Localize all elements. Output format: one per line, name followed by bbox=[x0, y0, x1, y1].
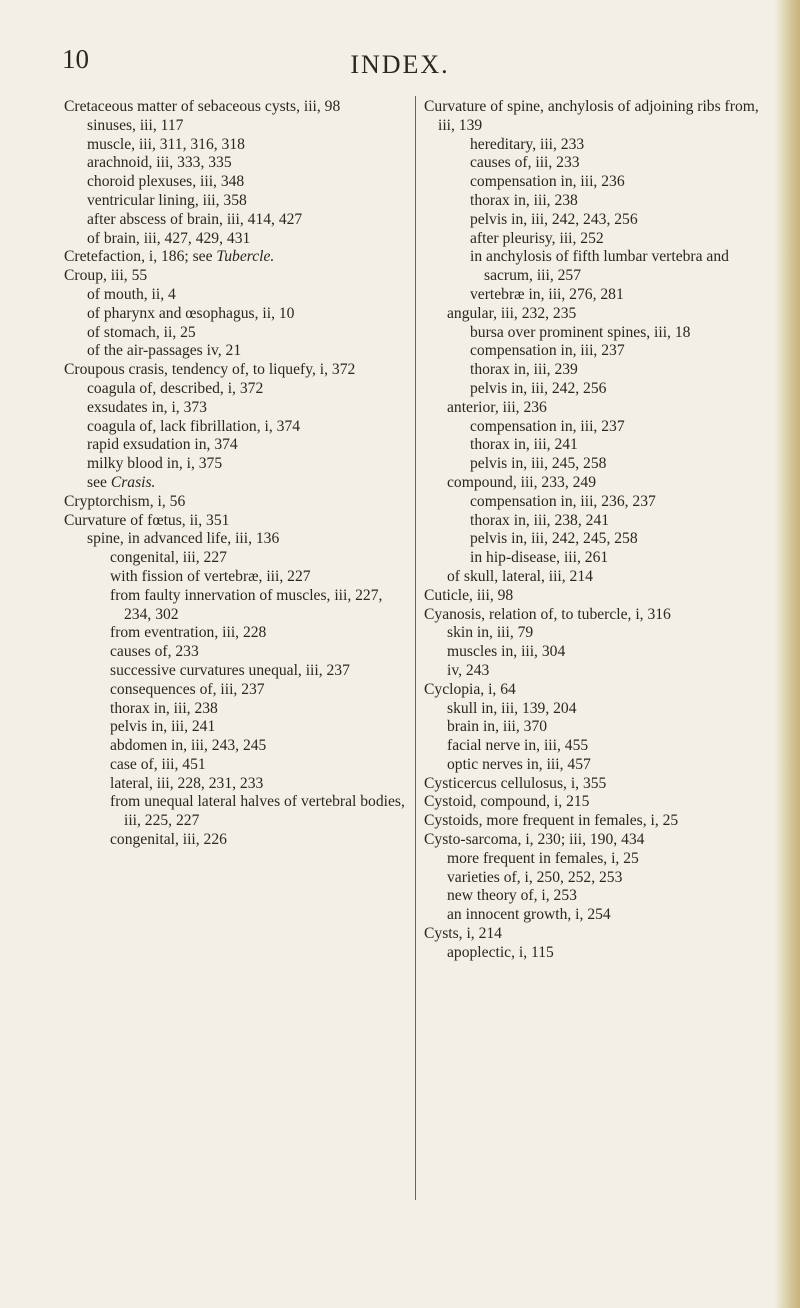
index-entry bbox=[64, 211, 406, 230]
entry-text: pelvis in, iii, 241 bbox=[110, 718, 216, 736]
page-edge-shadow bbox=[774, 0, 800, 1308]
entry-text: pelvis in, iii, 242, 243, 256 bbox=[470, 210, 638, 228]
entry-text: thorax in, iii, 238 bbox=[110, 699, 218, 717]
index-entry bbox=[424, 850, 764, 869]
index-entry bbox=[424, 192, 764, 211]
entry-text: optic nerves in, iii, 457 bbox=[447, 755, 591, 773]
entry-text: Cystoids, more frequent in females, i, 25 bbox=[424, 812, 679, 830]
index-entry bbox=[64, 361, 406, 380]
entry-text: bursa over prominent spines, iii, 18 bbox=[470, 323, 691, 341]
entry-text: case of, iii, 451 bbox=[110, 755, 206, 773]
entry-text: iv, 243 bbox=[447, 661, 490, 679]
entry-cross-reference: Crasis. bbox=[110, 473, 156, 491]
index-entry bbox=[64, 136, 406, 155]
index-entry bbox=[64, 718, 406, 737]
index-entry bbox=[64, 436, 406, 455]
index-entry bbox=[424, 869, 764, 888]
entry-text: congenital, iii, 227 bbox=[110, 549, 227, 567]
entry-text: anterior, iii, 236 bbox=[447, 398, 547, 416]
entry-text: coagula of, lack fibrillation, i, 374 bbox=[87, 417, 301, 435]
entry-text: compensation in, iii, 237 bbox=[470, 342, 625, 360]
entry-text: causes of, iii, 233 bbox=[470, 154, 580, 172]
page-header bbox=[0, 44, 800, 84]
entry-text: with fission of vertebræ, iii, 227 bbox=[110, 567, 311, 585]
entry-text: varieties of, i, 250, 252, 253 bbox=[447, 868, 623, 886]
entry-text: skin in, iii, 79 bbox=[447, 624, 534, 642]
entry-text: thorax in, iii, 238 bbox=[470, 191, 578, 209]
index-entry bbox=[64, 399, 406, 418]
index-entry bbox=[424, 944, 764, 963]
entry-cross-reference: Tubercle. bbox=[216, 248, 275, 266]
entry-text: from unequal lateral halves of vertebral bodies, iii, 225, 227 bbox=[110, 793, 405, 830]
entry-text: abdomen in, iii, 243, 245 bbox=[110, 737, 267, 755]
index-entry bbox=[64, 474, 406, 493]
entry-text: consequences of, iii, 237 bbox=[110, 680, 265, 698]
entry-text: Cyclopia, i, 64 bbox=[424, 680, 516, 698]
index-entry bbox=[424, 812, 764, 831]
index-entry bbox=[424, 887, 764, 906]
index-entry bbox=[64, 568, 406, 587]
index-entry bbox=[424, 136, 764, 155]
entry-text: muscle, iii, 311, 316, 318 bbox=[87, 135, 245, 153]
page-number: 10 bbox=[62, 44, 89, 74]
index-entry bbox=[64, 192, 406, 211]
entry-text: from faulty innervation of muscles, iii, 227, 234, 302 bbox=[110, 586, 383, 623]
index-column-right bbox=[424, 98, 764, 963]
entry-text: hereditary, iii, 233 bbox=[470, 135, 585, 153]
entry-text: pelvis in, iii, 245, 258 bbox=[470, 455, 607, 473]
entry-text: lateral, iii, 228, 231, 233 bbox=[110, 774, 264, 792]
index-entry bbox=[64, 756, 406, 775]
entry-text: in hip-disease, iii, 261 bbox=[470, 549, 609, 567]
index-entry bbox=[64, 549, 406, 568]
entry-text: sinuses, iii, 117 bbox=[87, 116, 184, 134]
entry-text: from eventration, iii, 228 bbox=[110, 624, 267, 642]
index-entry bbox=[424, 399, 764, 418]
entry-text: skull in, iii, 139, 204 bbox=[447, 699, 577, 717]
index-entry bbox=[424, 756, 764, 775]
entry-text: of brain, iii, 427, 429, 431 bbox=[87, 229, 251, 247]
entry-text: compensation in, iii, 237 bbox=[470, 417, 625, 435]
entry-text: apoplectic, i, 115 bbox=[447, 943, 554, 961]
index-entry bbox=[424, 906, 764, 925]
page-title: INDEX. bbox=[350, 50, 450, 79]
entry-text: in anchylosis of fifth lumbar vertebra and sacrum, iii, 257 bbox=[470, 248, 729, 285]
index-entry bbox=[424, 286, 764, 305]
index-entry bbox=[64, 737, 406, 756]
index-entry bbox=[424, 587, 764, 606]
index-entry bbox=[424, 606, 764, 625]
entry-text: Cryptorchism, i, 56 bbox=[64, 492, 186, 510]
entry-text: facial nerve in, iii, 455 bbox=[447, 737, 589, 755]
entry-text: after abscess of brain, iii, 414, 427 bbox=[87, 210, 303, 228]
index-entry bbox=[424, 775, 764, 794]
index-entry bbox=[424, 342, 764, 361]
entry-text: brain in, iii, 370 bbox=[447, 718, 548, 736]
index-entry bbox=[424, 436, 764, 455]
index-entry bbox=[424, 380, 764, 399]
index-entry bbox=[424, 643, 764, 662]
index-entry bbox=[424, 700, 764, 719]
entry-text: Cystoid, compound, i, 215 bbox=[424, 793, 590, 811]
index-entry bbox=[64, 248, 406, 267]
entry-text: Cysto-sarcoma, i, 230; iii, 190, 434 bbox=[424, 831, 645, 849]
entry-text: Cysticercus cellulosus, i, 355 bbox=[424, 774, 607, 792]
index-entry bbox=[424, 493, 764, 512]
entry-text: Cretaceous matter of sebaceous cysts, iii, 98 bbox=[64, 98, 341, 115]
entry-text: after pleurisy, iii, 252 bbox=[470, 229, 604, 247]
entry-text: successive curvatures unequal, iii, 237 bbox=[110, 661, 350, 679]
index-entry bbox=[64, 305, 406, 324]
entry-text: of pharynx and œsophagus, ii, 10 bbox=[87, 304, 295, 322]
column-divider bbox=[415, 96, 416, 1200]
entry-text: thorax in, iii, 239 bbox=[470, 361, 578, 379]
index-entry bbox=[424, 474, 764, 493]
index-entry bbox=[424, 154, 764, 173]
entry-text: milky blood in, i, 375 bbox=[87, 455, 223, 473]
entry-text: spine, in advanced life, iii, 136 bbox=[87, 530, 280, 548]
entry-text: congenital, iii, 226 bbox=[110, 831, 227, 849]
entry-text: Curvature of fœtus, ii, 351 bbox=[64, 511, 230, 529]
index-entry bbox=[64, 681, 406, 700]
index-entry bbox=[424, 248, 764, 286]
entry-text: ventricular lining, iii, 358 bbox=[87, 191, 247, 209]
entry-text: compensation in, iii, 236, 237 bbox=[470, 492, 656, 510]
entry-text: Cysts, i, 214 bbox=[424, 925, 502, 943]
entry-text: compensation in, iii, 236 bbox=[470, 173, 625, 191]
index-entry bbox=[424, 568, 764, 587]
index-entry bbox=[64, 230, 406, 249]
index-entry bbox=[424, 681, 764, 700]
index-entry bbox=[64, 173, 406, 192]
index-entry bbox=[64, 512, 406, 531]
entry-text: angular, iii, 232, 235 bbox=[447, 304, 577, 322]
entry-text: of stomach, ii, 25 bbox=[87, 323, 196, 341]
entry-text: Croup, iii, 55 bbox=[64, 267, 148, 285]
index-entry bbox=[424, 173, 764, 192]
index-entry bbox=[424, 512, 764, 531]
entry-text: see bbox=[87, 473, 111, 491]
index-entry bbox=[424, 793, 764, 812]
entry-text: pelvis in, iii, 242, 256 bbox=[470, 379, 607, 397]
index-entry bbox=[424, 737, 764, 756]
index-entry bbox=[64, 98, 406, 117]
index-entry bbox=[424, 98, 764, 136]
index-entry bbox=[64, 267, 406, 286]
entry-text: exsudates in, i, 373 bbox=[87, 398, 207, 416]
entry-text: of mouth, ii, 4 bbox=[87, 285, 176, 303]
index-entry bbox=[424, 662, 764, 681]
index-entry bbox=[64, 793, 406, 831]
entry-text: more frequent in females, i, 25 bbox=[447, 849, 639, 867]
index-entry bbox=[64, 493, 406, 512]
entry-text: compound, iii, 233, 249 bbox=[447, 473, 597, 491]
index-entry bbox=[424, 530, 764, 549]
index-entry bbox=[424, 324, 764, 343]
index-entry bbox=[64, 530, 406, 549]
index-entry bbox=[64, 700, 406, 719]
entry-text: Cretefaction, i, 186; see bbox=[64, 248, 217, 266]
entry-text: rapid exsudation in, 374 bbox=[87, 436, 238, 454]
entry-text: thorax in, iii, 241 bbox=[470, 436, 578, 454]
index-entry bbox=[64, 643, 406, 662]
index-entry bbox=[64, 587, 406, 625]
entry-text: of skull, lateral, iii, 214 bbox=[447, 567, 593, 585]
index-entry bbox=[64, 775, 406, 794]
entry-text: new theory of, i, 253 bbox=[447, 887, 577, 905]
entry-text: thorax in, iii, 238, 241 bbox=[470, 511, 610, 529]
entry-text: vertebræ in, iii, 276, 281 bbox=[470, 285, 624, 303]
index-entry bbox=[424, 925, 764, 944]
entry-text: Curvature of spine, anchylosis of adjoining ribs from, iii, 139 bbox=[424, 98, 759, 134]
index-entry bbox=[64, 286, 406, 305]
index-entry bbox=[424, 211, 764, 230]
index-entry bbox=[424, 305, 764, 324]
index-entry bbox=[64, 380, 406, 399]
index-entry bbox=[64, 117, 406, 136]
entry-text: causes of, 233 bbox=[110, 643, 199, 661]
entry-text: Cyanosis, relation of, to tubercle, i, 316 bbox=[424, 605, 671, 623]
entry-text: choroid plexuses, iii, 348 bbox=[87, 173, 245, 191]
entry-text: arachnoid, iii, 333, 335 bbox=[87, 154, 232, 172]
index-entry bbox=[64, 154, 406, 173]
entry-text: an innocent growth, i, 254 bbox=[447, 906, 611, 924]
entry-text: of the air-passages iv, 21 bbox=[87, 342, 242, 360]
index-entry bbox=[424, 361, 764, 380]
index-entry bbox=[64, 662, 406, 681]
entry-text: Croupous crasis, tendency of, to liquefy, i, 372 bbox=[64, 361, 356, 379]
index-entry bbox=[64, 342, 406, 361]
entry-text: coagula of, described, i, 372 bbox=[87, 379, 264, 397]
index-entry bbox=[64, 831, 406, 850]
index-entry bbox=[64, 324, 406, 343]
index-entry bbox=[424, 230, 764, 249]
index-entry bbox=[424, 455, 764, 474]
index-entry bbox=[424, 831, 764, 850]
entry-text: muscles in, iii, 304 bbox=[447, 643, 566, 661]
index-entry bbox=[424, 418, 764, 437]
index-entry bbox=[64, 418, 406, 437]
index-entry bbox=[64, 624, 406, 643]
index-entry bbox=[424, 718, 764, 737]
index-entry bbox=[424, 624, 764, 643]
index-entry bbox=[64, 455, 406, 474]
entry-text: Cuticle, iii, 98 bbox=[424, 586, 514, 604]
index-column-left bbox=[64, 98, 406, 850]
entry-text: pelvis in, iii, 242, 245, 258 bbox=[470, 530, 638, 548]
index-entry bbox=[424, 549, 764, 568]
